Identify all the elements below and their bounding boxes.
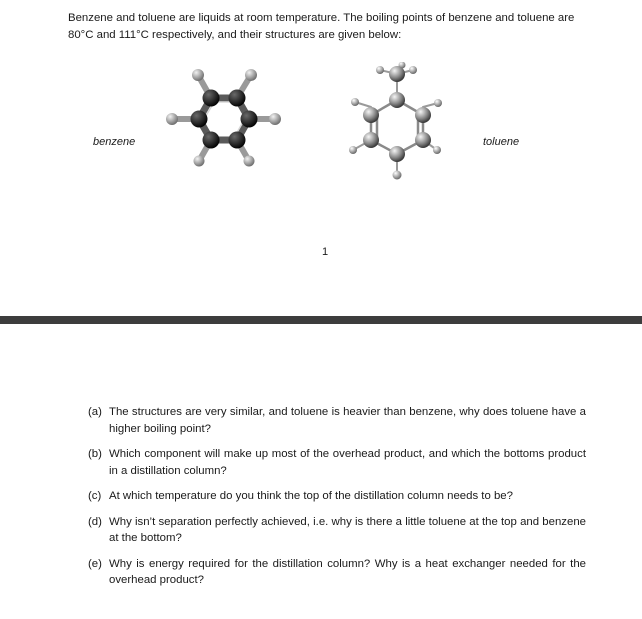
question-item [88,556,586,589]
question-text: Why isn’t separation perfectly achieved, i.e. why is there a little toluene at the top and benzene at the bottom? [109,515,586,544]
question-mark: (e) [88,557,102,570]
question-text: The structures are very similar, and toluene is heavier than benzene, why does toluene have a higher boiling point? [109,406,586,435]
question-item [88,404,586,437]
toluene-label: toluene [483,136,520,148]
benzene-molecule-image [160,62,290,172]
question-mark: (c) [88,490,102,502]
page-number: 1 [322,246,329,258]
question-item [88,488,586,505]
toluene-molecule-image [342,62,452,184]
question-item [88,446,586,479]
page-break-divider [0,316,642,324]
question-text: Why is energy required for the distillation column? Why is a heat exchanger needed for the overhead product? [109,557,586,586]
question-item [88,514,586,547]
question-text: At which temperature do you think the top of the distillation column needs to be? [109,490,513,502]
intro-paragraph: Benzene and toluene are liquids at room temperature. The boiling points of benzene and toluene are 80°C and 111°C respectively, and their structures are given below: [68,12,575,41]
benzene-label: benzene [93,136,136,148]
page-2 [0,324,642,619]
question-mark: (a) [88,406,102,418]
question-mark: (d) [88,515,102,528]
question-text: Which component will make up most of the overhead product, and which the bottoms product in a distillation column? [109,448,586,477]
question-mark: (b) [88,448,102,460]
question-list [88,404,586,598]
